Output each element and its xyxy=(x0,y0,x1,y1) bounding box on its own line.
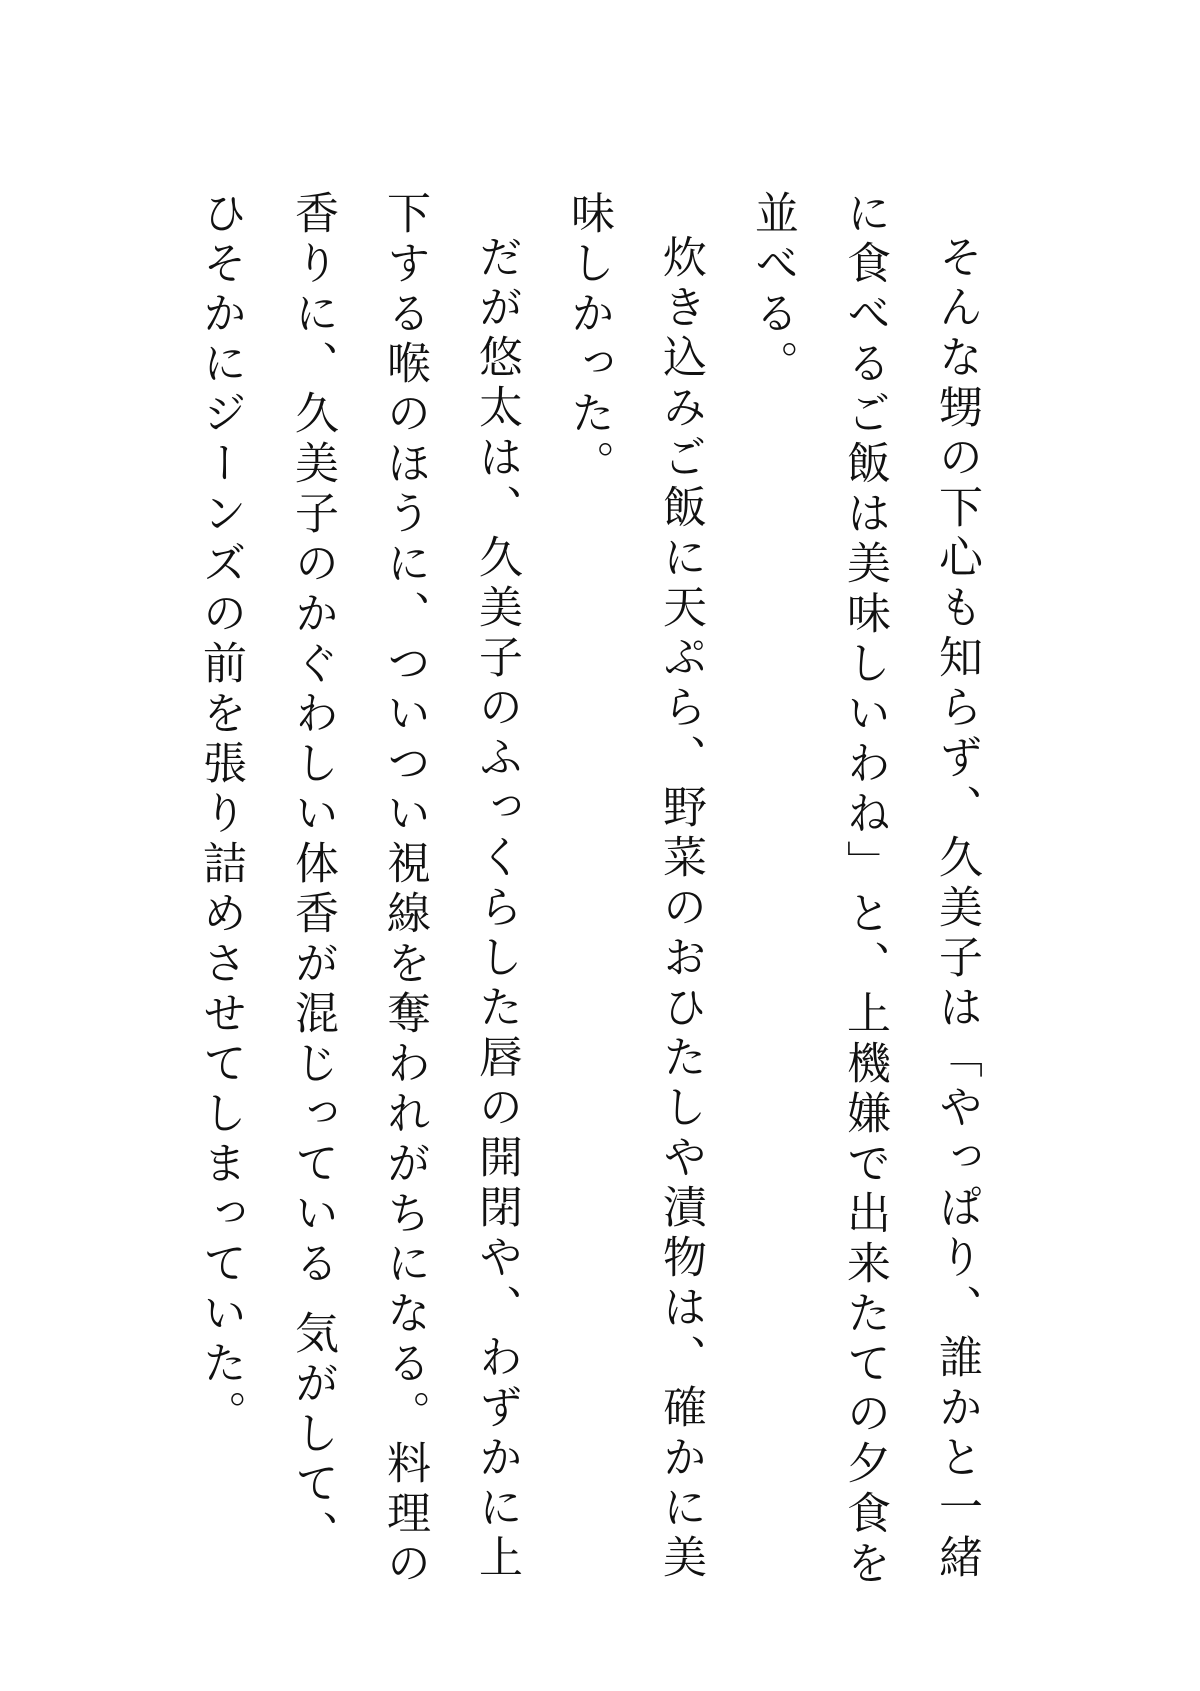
paragraph-2: 炊き込みご飯に天ぷら、野菜のおひたしや漬物は、確かに美味しかった。 xyxy=(563,190,706,1584)
paragraph-3: だが悠太は、久美子のふっくらした唇の開閉や、わずかに上下する喉のほうに、ついつい視線を奪われがちになる。料理の香りに、久美子のかぐわしい体香が混じっている 気がして、ひそかにジーンズの前を張り詰めさせてしまっていた。 xyxy=(195,190,522,1590)
vertical-text-body xyxy=(174,190,1002,1590)
paragraph-1: そんな甥の下心も知らず、久美子は「やっぱり、誰かと一緒に食べるご飯は美味しいわね」と、上機嫌で出来たての夕食を並べる。 xyxy=(747,190,982,1590)
